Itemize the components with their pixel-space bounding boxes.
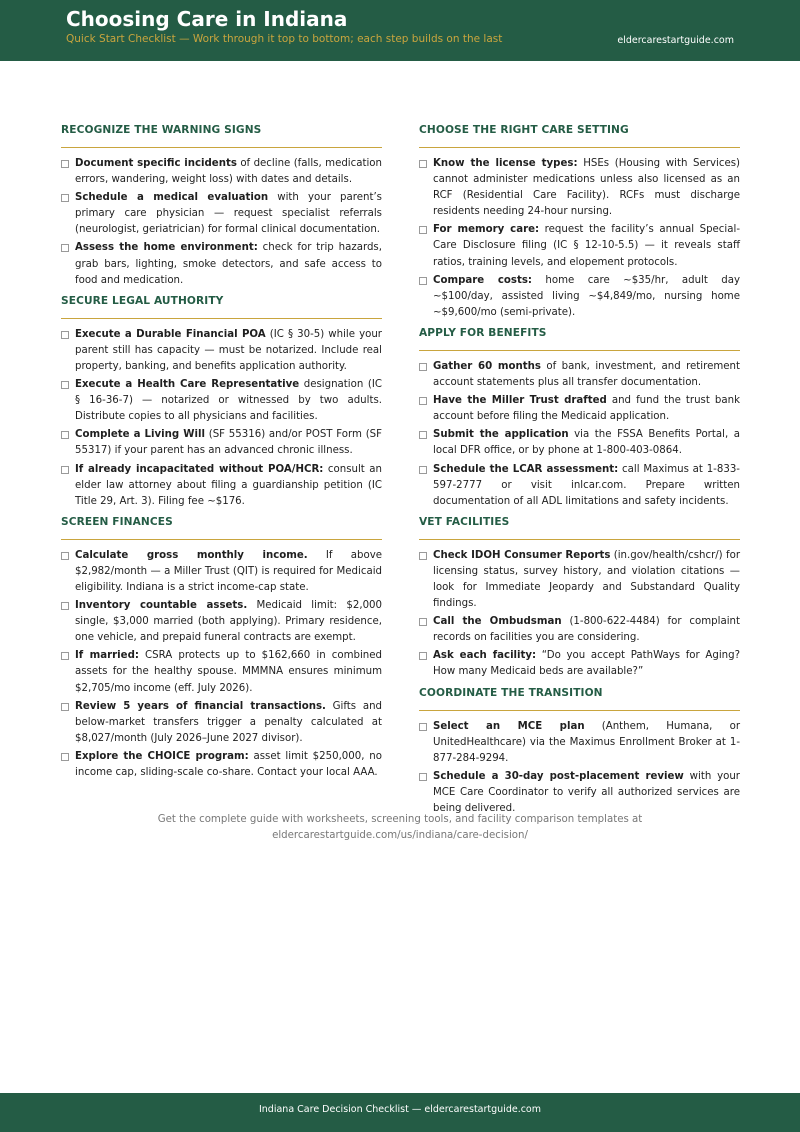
item-text: Medicaid limit: $2,000 single, $3,000 married (both applying). Primary residence, one vehicle, and prepaid funeral contracts are exempt. (75, 600, 383, 644)
checkbox-icon[interactable] (419, 397, 427, 405)
item-text: (Anthem, Humana, or UnitedHealthcare) via the Maximus Enrollment Broker at 1-877-284-9294. (433, 720, 741, 764)
item-text: (SF 55316) and/or POST Form (SF 55317) if your parent has an advanced chronic illness. (75, 429, 382, 457)
item-lead: Schedule a 30-day post-placement review (433, 770, 684, 782)
section-title: APPLY FOR BENEFITS (419, 326, 547, 339)
checkbox-icon[interactable] (61, 431, 69, 439)
checklist-item (419, 359, 740, 391)
checkbox-icon[interactable] (419, 552, 427, 560)
checklist (419, 719, 740, 818)
checklist-item (61, 699, 382, 747)
item-text: with your parent’s primary care physician — request specialist referrals (neurologist, geriatrician) for formal clinical documentation. (75, 192, 382, 236)
item-text: request the facility’s annual Special-Care Disclosure filing (IC § 12-10-5.5) — it reveals staff ratios, training levels, and elopement protocols. (433, 224, 740, 268)
checkbox-icon[interactable] (61, 652, 69, 660)
footer-text: Indiana Care Decision Checklist — eldercarestartguide.com (258, 1104, 542, 1115)
item-lead: Submit the application (433, 429, 569, 441)
item-lead: Ask each facility: (433, 650, 537, 662)
checkbox-icon[interactable] (61, 466, 69, 474)
item-lead: Calculate gross monthly income. (75, 549, 308, 561)
section-title: SCREEN FINANCES (61, 515, 173, 528)
checkbox-icon[interactable] (419, 723, 427, 731)
checklist-item (61, 190, 382, 238)
section-divider (419, 350, 740, 351)
section-title: SECURE LEGAL AUTHORITY (61, 294, 224, 307)
checklist-item (61, 749, 382, 781)
item-text: (IC § 30-5) while your parent still has capacity — must be notarized. Include real property, banking, and benefits application authority. (75, 328, 382, 372)
item-text: of bank, investment, and retirement account statements plus all transfer documentation. (433, 360, 740, 389)
item-text: If above $2,982/month — a Miller Trust (QIT) is required for Medicaid eligibility. Indiana is a strict income-cap state. (75, 549, 383, 593)
checklist-item (61, 462, 382, 510)
section-title: RECOGNIZE THE WARNING SIGNS (61, 124, 262, 136)
checklist (419, 359, 740, 510)
checklist-item (61, 240, 382, 288)
section-divider (419, 147, 740, 148)
checkbox-icon[interactable] (61, 753, 69, 761)
checklist-item (61, 377, 382, 425)
checkbox-icon[interactable] (61, 552, 69, 560)
checkbox-icon[interactable] (61, 381, 69, 389)
section-title: CHOOSE THE RIGHT CARE SETTING (419, 124, 629, 136)
section-divider (61, 539, 382, 540)
page-title: Choosing Care in Indiana (66, 7, 348, 31)
item-text: check for trip hazards, grab bars, lighting, smoke detectors, and safe access to food and medication. (75, 242, 382, 286)
item-text: consult an elder law attorney about filing a guardianship petition (IC Title 29, Art. 3). Filing fee ~$176. (75, 463, 383, 507)
checklist-item (419, 769, 740, 817)
item-text: (1-800-622-4484) for complaint records on facilities you are considering. (433, 616, 740, 644)
checkbox-icon[interactable] (419, 652, 427, 660)
item-text: with your MCE Care Coordinator to verify all authorized services are being delivered. (433, 770, 740, 814)
item-text: (in.gov/health/cshcr/) for licensing status, survey history, and violation citations — look for Immediate Jeopardy and Substandard Quality findings. (433, 549, 741, 610)
checklist-item (61, 327, 382, 375)
item-text: call Maximus at 1-833-597-2777 or visit inlcar.com. Prepare written documentation of all ADL limitations and safety incidents. (433, 463, 740, 507)
checklist (61, 327, 382, 510)
item-lead: Review 5 years of financial transactions. (75, 700, 326, 712)
item-lead: Execute a Durable Financial POA (75, 328, 266, 340)
checkbox-icon[interactable] (61, 244, 69, 252)
section-title: COORDINATE THE TRANSITION (419, 686, 603, 699)
item-text: Gifts and below-market transfers trigger a penalty calculated at $8,027/month (July 2026–June 2027 divisor). (75, 700, 383, 744)
section-vet-facilities (419, 514, 740, 681)
item-lead: Call the Ombudsman (433, 616, 562, 628)
site-link[interactable]: eldercarestartguide.com (617, 35, 734, 46)
item-text: “Do you accept PathWays for Aging? How many Medicaid beds are available?” (433, 650, 740, 678)
guide-note-text: Get the complete guide with worksheets, screening tools, and facility comparison templates at (157, 814, 643, 825)
right-column (419, 122, 740, 821)
item-lead: If married: (75, 650, 139, 662)
checkbox-icon[interactable] (419, 431, 427, 439)
checkbox-icon[interactable] (61, 160, 69, 168)
item-lead: Document specific incidents (75, 158, 237, 169)
checkbox-icon[interactable] (419, 618, 427, 626)
item-lead: Compare costs: (433, 274, 533, 286)
item-text: of decline (falls, medication errors, wandering, weight loss) with dates and details. (75, 158, 382, 186)
item-lead: Know the license types: (433, 158, 578, 169)
item-lead: Schedule the LCAR assessment: (433, 463, 619, 475)
checkbox-icon[interactable] (61, 703, 69, 711)
item-text: home care ~$35/hr, adult day ~$100/day, assisted living ~$4,849/mo, nursing home ~$9,600/mo (semi-private). (433, 274, 740, 318)
checklist-item (61, 156, 382, 188)
checklist-item (419, 222, 740, 270)
item-lead: If already incapacitated without POA/HCR: (75, 463, 324, 475)
guide-note (100, 812, 700, 844)
section-coordinate-the-transition (419, 685, 740, 818)
checklist-item (419, 719, 740, 767)
checklist-item (419, 462, 740, 510)
checklist-item (419, 648, 740, 680)
item-text: and fund the trust bank account before filing the Medicaid application. (433, 395, 740, 423)
checklist (61, 548, 382, 781)
checkbox-icon[interactable] (419, 277, 427, 285)
item-text: asset limit $250,000, no income cap, sliding-scale co-share. Contact your local AAA. (75, 750, 382, 778)
section-choose-the-right-care-setting (419, 122, 740, 321)
checklist (419, 548, 740, 681)
checklist-item (419, 548, 740, 612)
checklist-item (419, 427, 740, 459)
checklist-item (61, 648, 382, 696)
page-footer (0, 1093, 800, 1132)
checklist-item (61, 548, 382, 596)
checklist-item (61, 427, 382, 459)
item-lead: Have the Miller Trust drafted (433, 395, 607, 407)
section-divider (61, 318, 382, 319)
checklist-item (419, 273, 740, 321)
item-text: designation (IC § 16-36-7) — notarized or witnessed by two adults. Distribute copies to all physicians and facilities. (75, 379, 382, 423)
checkbox-icon[interactable] (419, 363, 427, 371)
section-recognize-the-warning-signs (61, 122, 382, 289)
section-divider (419, 539, 740, 540)
section-divider (419, 710, 740, 711)
checklist-item (419, 614, 740, 646)
checkbox-icon[interactable] (419, 160, 427, 168)
page-header (0, 0, 800, 61)
checklist-item (419, 156, 740, 220)
item-lead: Execute a Health Care Representative (75, 379, 300, 391)
page-subtitle: Quick Start Checklist — Work through it top to bottom; each step builds on the last (66, 33, 503, 45)
checklist-item (61, 598, 382, 646)
checkbox-icon[interactable] (419, 773, 427, 781)
checkbox-icon[interactable] (61, 602, 69, 610)
item-text: CSRA protects up to $162,660 in combined assets for the healthy spouse. MMMNA ensures minimum $2,705/mo income (eff. July 2026). (75, 650, 383, 694)
item-text: via the FSSA Benefits Portal, a local DFR office, or by phone at 1-800-403-0864. (433, 429, 740, 457)
section-title: VET FACILITIES (419, 515, 510, 528)
checkbox-icon[interactable] (419, 226, 427, 234)
item-lead: Check IDOH Consumer Reports (433, 549, 611, 561)
checklist (419, 156, 740, 321)
checklist-item (419, 393, 740, 425)
checkbox-icon[interactable] (61, 331, 69, 339)
section-secure-legal-authority (61, 293, 382, 510)
section-apply-for-benefits (419, 325, 740, 510)
item-lead: For memory care: (433, 224, 540, 236)
section-screen-finances (61, 514, 382, 781)
item-lead: Explore the CHOICE program: (75, 750, 249, 762)
item-lead: Gather 60 months (433, 360, 541, 372)
section-divider (61, 147, 382, 148)
item-lead: Inventory countable assets. (75, 600, 248, 612)
left-column (61, 122, 382, 785)
item-lead: Select an MCE plan (433, 720, 585, 732)
guide-link[interactable]: eldercarestartguide.com/us/indiana/care-decision/ (272, 830, 528, 841)
item-lead: Schedule a medical evaluation (75, 192, 269, 204)
item-text: HSEs (Housing with Services) cannot administer medications unless also licensed as an RCF (Residential Care Facility). RCFs must discharge residents needing 24-hour nursing. (433, 158, 740, 218)
item-lead: Complete a Living Will (75, 429, 205, 441)
checklist (61, 156, 382, 289)
checkbox-icon[interactable] (419, 466, 427, 474)
checkbox-icon[interactable] (61, 194, 69, 202)
item-lead: Assess the home environment: (75, 242, 258, 254)
